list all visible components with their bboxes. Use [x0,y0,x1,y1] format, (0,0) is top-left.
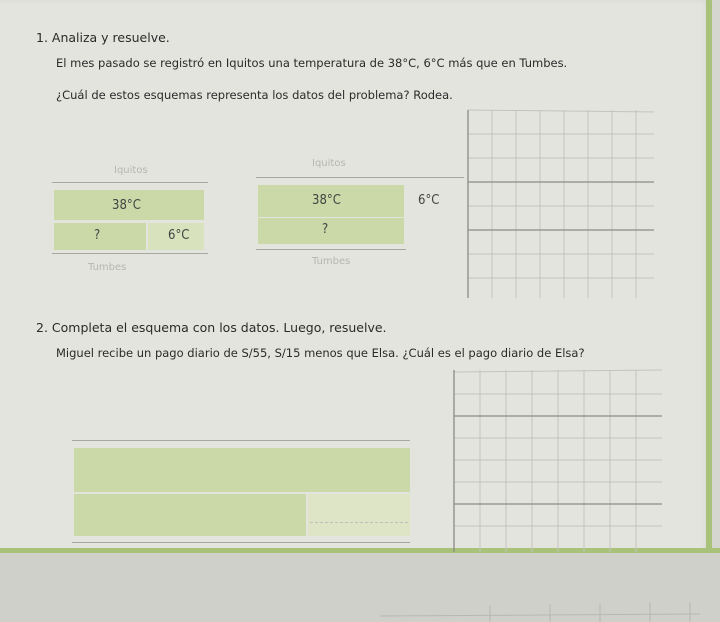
scheme-a-top-label: Iquitos [114,165,148,176]
scheme-q2-row2-diff[interactable] [308,494,410,536]
scheme-q2-row2[interactable] [74,494,306,536]
scheme-b-row2 [258,218,404,244]
scheme-q2-dashed-line [310,522,408,523]
q1-question: ¿Cuál de estos esquemas representa los datos del problema? Rodea. [56,88,453,102]
page-right-edge [706,0,712,555]
scheme-a-row1-value: 38°C [112,198,141,213]
scheme-b-row1-value: 38°C [312,193,341,208]
q2-statement: Miguel recibe un pago diario de S/55, S/15 menos que Elsa. ¿Cuál es el pago diario de Elsa? [56,346,585,360]
answer-grid-2[interactable] [452,368,664,554]
answer-grid-1[interactable] [466,108,656,300]
next-page-grid-edge [380,596,700,622]
scheme-b-top-line [256,177,464,178]
scheme-a-bottom-line [52,253,208,254]
scheme-q2-bottom-line [72,542,410,543]
scheme-b-bottom-line [256,249,406,250]
scheme-q2-row1[interactable] [74,448,410,492]
scheme-q2-top-line [72,440,410,441]
scheme-a-unknown: ? [94,228,101,243]
q1-statement: El mes pasado se registró en Iquitos una temperatura de 38°C, 6°C más que en Tumbes. [56,56,568,70]
scheme-b-top-label: Iquitos [312,158,346,169]
scheme-b-unknown: ? [322,222,329,237]
scheme-a-bottom-label: Tumbes [88,262,127,273]
scheme-a-top-line [52,182,208,183]
q1-title: 1. Analiza y resuelve. [36,30,170,45]
q2-title: 2. Completa el esquema con los datos. Luego, resuelve. [36,320,387,335]
scheme-b-diff: 6°C [418,193,440,208]
scheme-b-bottom-label: Tumbes [312,256,351,267]
scheme-a-diff: 6°C [168,228,190,243]
